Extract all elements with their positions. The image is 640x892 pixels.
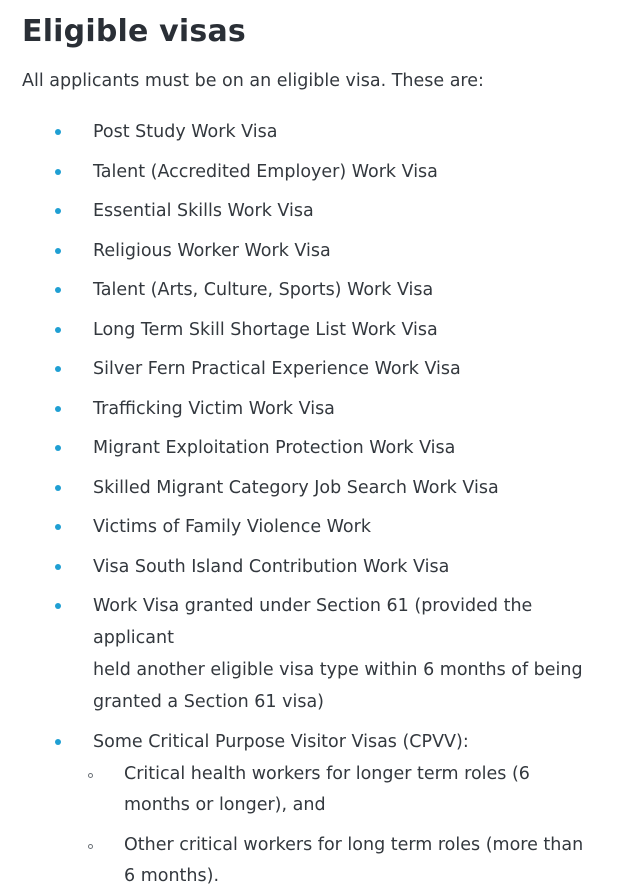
list-item-label: Talent (Accredited Employer) Work Visa — [93, 161, 438, 182]
list-item-label: Long Term Skill Shortage List Work Visa — [93, 319, 438, 340]
sub-item-line-1: Critical health workers for longer term roles (6 — [124, 763, 530, 784]
section-61-line-2: held another eligible visa type within 6 months of being — [93, 660, 583, 680]
list-item-label: Trafficking Victim Work Visa — [93, 398, 335, 419]
list-item — [22, 235, 618, 267]
bullet-icon — [55, 248, 61, 254]
list-item — [22, 314, 618, 346]
bullet-icon — [55, 366, 61, 372]
list-item — [22, 472, 618, 504]
sub-item-line-2: months or longer), and — [124, 794, 326, 815]
hollow-bullet-icon — [88, 844, 93, 849]
list-item — [22, 511, 618, 543]
bullet-icon — [55, 485, 61, 491]
section-61-line-1: Work Visa granted under Section 61 (provided the applicant — [93, 596, 533, 648]
list-item — [22, 116, 618, 148]
list-item-label: Victims of Family Violence Work — [93, 517, 371, 537]
list-item — [22, 551, 618, 583]
list-item — [22, 393, 618, 425]
cpvv-label: Some Critical Purpose Visitor Visas (CPVV): — [93, 731, 469, 752]
page-title: Eligible visas — [22, 14, 246, 49]
list-item — [22, 432, 618, 464]
list-item-label: Religious Worker Work Visa — [93, 240, 331, 261]
list-item-label: Visa South Island Contribution Work Visa — [93, 556, 450, 577]
list-item-label: Skilled Migrant Category Job Search Work Visa — [93, 477, 499, 498]
bullet-icon — [55, 406, 61, 412]
sub-item-line-2: 6 months). — [124, 865, 220, 886]
bullet-icon — [55, 287, 61, 293]
list-item — [22, 274, 618, 306]
bullet-icon — [55, 208, 61, 214]
intro-text: All applicants must be on an eligible visa. These are: — [22, 71, 484, 91]
list-item-cpvv — [22, 726, 618, 892]
list-item-label: Migrant Exploitation Protection Work Visa — [93, 438, 456, 458]
cpvv-sub-list — [22, 759, 618, 892]
bullet-icon — [55, 445, 61, 451]
visa-list — [22, 116, 618, 892]
list-item-section-61 — [22, 590, 618, 718]
list-item-label: Silver Fern Practical Experience Work Visa — [93, 359, 461, 379]
list-item — [22, 195, 618, 227]
bullet-icon — [55, 169, 61, 175]
hollow-bullet-icon — [88, 773, 93, 778]
sub-list-item — [22, 830, 618, 892]
section-61-line-3: granted a Section 61 visa) — [93, 692, 325, 712]
list-item — [22, 156, 618, 188]
bullet-icon — [55, 564, 61, 570]
bullet-icon — [55, 603, 61, 609]
bullet-icon — [55, 739, 61, 745]
sub-item-line-1: Other critical workers for long term roles (more than — [124, 834, 584, 855]
bullet-icon — [55, 129, 61, 135]
bullet-icon — [55, 524, 61, 530]
list-item — [22, 353, 618, 385]
bullet-icon — [55, 327, 61, 333]
list-item-label: Post Study Work Visa — [93, 122, 278, 142]
list-item-label: Talent (Arts, Culture, Sports) Work Visa — [93, 280, 434, 300]
sub-list-item — [22, 759, 618, 821]
list-item-label: Essential Skills Work Visa — [93, 201, 314, 221]
